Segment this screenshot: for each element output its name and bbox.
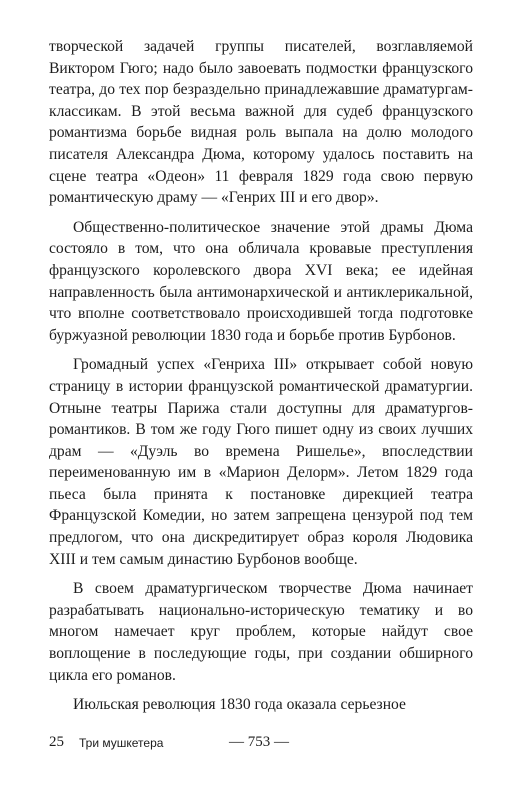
page-footer — [49, 731, 473, 753]
page-body — [49, 36, 473, 764]
paragraph-1: творческой задачей группы писателей, возглавляемой Виктором Гюго; надо было завоевать подмостки французского театра, до тех пор безраздельно принадлежавшие драматургам-классикам. В этой весьма важной для судеб французского романтизма борьбе видная роль выпала на долю молодого писателя Александра Дюма, которому удалось поставить на сцене театра «Одеон» 11 февраля 1829 года свою первую романтическую драму — «Генрих III и его двор». — [49, 38, 473, 207]
paragraph-2: Общественно-политическое значение этой драмы Дюма состояло в том, что она обличала кровавые преступления французского королевского двора XVI века; ее идейная направленность была антимонархической и антиклерикальной, что вполне соответствовало происходившей тогда подготовке буржуазной революции 1830 года и борьбе против Бурбонов. — [49, 218, 473, 344]
signature-title: Три мушкетера — [79, 736, 164, 750]
page-number: — 753 — — [229, 734, 289, 750]
paragraph-4: В своем драматургическом творчестве Дюма начинает разрабатывать национально-историческую тематику и во многом намечает круг проблем, которые найдут свое воплощение в последующие годы, при создании обширного цикла его романов. — [49, 580, 473, 684]
paragraph-5: Июльская революция 1830 года оказала серьезное — [73, 696, 406, 714]
signature-number: 25 — [49, 734, 64, 750]
paragraph-3: Громадный успех «Генриха III» открывает собой новую страницу в истории французской романтической драматургии. Отныне театры Парижа стали доступны для драматургов-романтиков. В том же году Гюго пишет одну из своих лучших драм — «Дуэль во времена Ришелье», впоследствии переименованную им в «Марион Делорм». Летом 1829 года пьеса была принята к постановке дирекцией театра Французской Комедии, но затем запрещена цензурой под тем предлогом, что она дискредитирует образ короля Людовика XIII и тем самым династию Бурбонов вообще. — [49, 356, 473, 568]
